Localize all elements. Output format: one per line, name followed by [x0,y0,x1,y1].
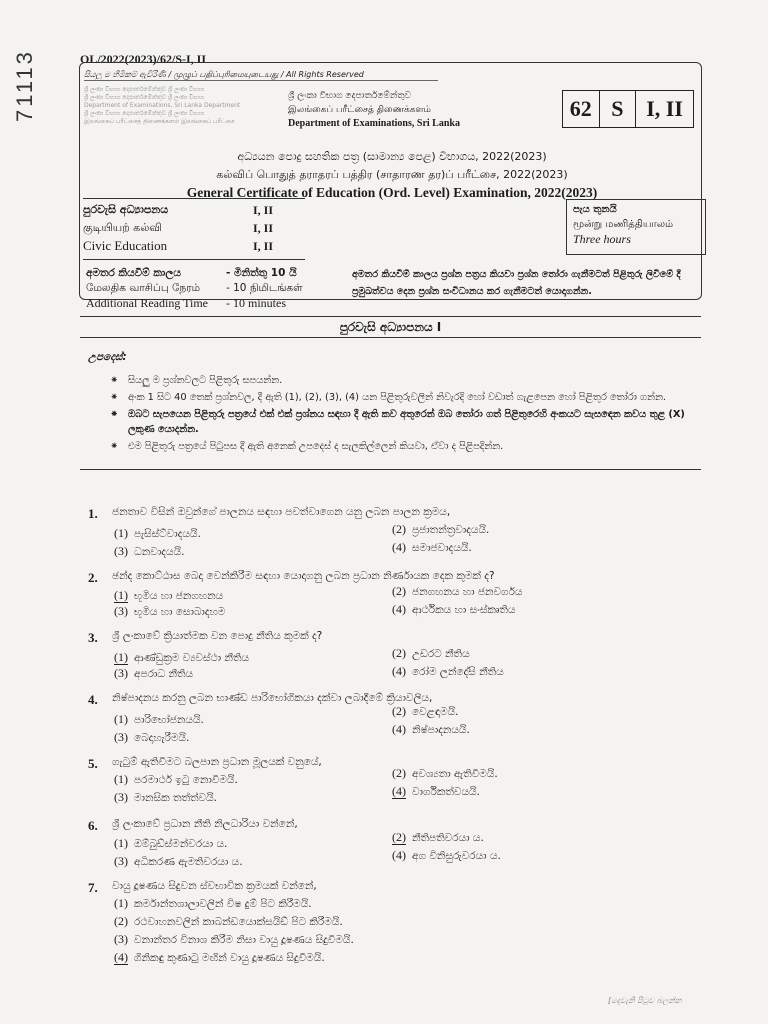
instructions-list [110,373,695,456]
asterisk-icon: ⁕ [110,392,119,403]
handwritten-index-number: 71113 [12,49,37,122]
option-2: (2) අවශ්‍යතා ඇතිවීමයි. [392,766,498,780]
question-stem: ශ්‍රී ලංකාවේ ප්‍රධාන නීති නිලධාරියා වන්නේ, [112,818,298,830]
option-2: (2) ජනගහනය හා ජනවර්ගය [392,584,523,598]
asterisk-icon: ⁕ [110,375,119,386]
question-number: 7. [88,880,98,895]
option-4: (4) ගිනිකඳු කුණාටු මඟින් වායු දූෂණය සිදුවීමයි. [114,950,325,964]
option-4: (4) ආර්ථිකය හා සංස්කෘතිය [392,602,516,616]
question-stem: නිෂ්පාදනය කරනු ලබන භාණ්ඩ පාරිභෝගිකයා දක්වා ලබාදීමේ ක්‍රියාවලිය, [112,692,433,704]
option-3: (3) භූමිය හා සොබාදහම [114,604,226,618]
question-stem: වායු දූෂණය සිදුවන ස්වභාවික ක්‍රමයක් වන්නේ, [112,880,317,892]
exam-title: අධ්‍යයන පොදු සහතික පත්‍ර (සාමාන්‍ය පෙළ) විභාගය, 2022(2023) கல்விப் பொதுத் தராதரப் பத்திர (சாதாரண தர)ப் பரீட்சை, 2022(2023) General Certificate of Education (Ord. Level) Examination, 2022(2023) [186,150,598,200]
option-2: (2) නීතිපතිවරයා ය. [392,830,484,844]
option-1: (1) භූමිය හා ජනගහනය [114,588,224,602]
asterisk-icon: ⁕ [110,409,119,420]
instructions-heading: උපදෙස්: [88,351,127,363]
option-3: (3) වනාන්තර විනාශ කිරීම නිසා වායු දූෂණය සිදුවීමයි. [114,932,354,946]
next-page-note: [දෙවැනි පිටුව බලන්න [608,996,682,1005]
option-3: (3) බෙදාහැරීමයි. [114,730,190,744]
option-1: (1) පැසිස්ට්වාදයයි. [114,526,201,540]
question-number: 4. [88,692,98,707]
subject-name-box: පුරවැසි අධ්‍යාපනය I, II குடியியற் கல்வி I, II Civic Education I, II [83,198,305,260]
option-1: (1) ආණ්ඩුක්‍රම ව්‍යවස්ථා නීතිය [114,650,250,664]
instruction-item: ⁕ එම පිළිතුරු පත්‍රයේ පිටුපස දී ඇති අනෙක් උපදෙස් ද සැලකිල්ලෙන් කියවා, ඒවා ද පිළිපදින්න. [110,441,504,452]
option-2: (2) වෙළඳාමයි. [392,704,459,718]
question-number: 5. [88,756,98,771]
section-title: පුරවැසි අධ්‍යාපනය I [80,316,701,338]
option-3: (3) අධිකරණ ඇමතිවරයා ය. [114,854,243,868]
instruction-item: ⁕ ඔබට සැපයෙන පිළිතුරු පත්‍රයේ එක් එක් ප්‍රශ්නය සඳහා දී ඇති කව අතුරෙන් ඔබ තෝරා ගත් පිළිතුරෙහි අංකයට සැසඳෙන කවය තුළ (X) ලකුණ යොදන්න. [110,409,685,435]
watermark-text: ශ්‍රී ලංකා විභාග දෙපාර්තමේන්තුව ශ්‍රී ලංකා විභාග ශ්‍රී ලංකා විභාග දෙපාර්තමේන්තුව ශ්‍රී ලංකා විභාග Department of Examinations, Sri Lanka Department ශ්‍රී ලංකා විභාග දෙපාර්තමේන්තුව ශ්‍රී ලංකා විභාග இலங்கைப் பரீட்சைத் திணைக்களம் இலங்கைப் பரீட்சை [84,86,241,125]
instructions-box [80,343,701,470]
additional-reading-time: අමතර කියවීම් කාලය - මිනිත්තු 10 යි மேலதிக வாசிப்பு நேரம் - 10 நிமிடங்கள் Additional Reading Time - 10 minutes [86,267,303,310]
department-name: ශ්‍රී ලංකා විභාග දෙපාර්තමේන්තුව இலங்கைப் பரீட்சைத் திணைக்களம் Department of Examinations, Sri Lanka [288,91,460,129]
option-1: (1) කර්මාන්තශාලාවලින් විෂ දුම් පිට කිරීමයි. [114,896,312,910]
option-2: (2) උඩරට නීතිය [392,646,470,660]
option-4: (4) රෝම ලන්දේසි නීතිය [392,664,504,678]
option-4: (4) වාර්ගිකත්වයයි. [392,784,480,798]
instruction-item: ⁕ සියලු ම ප්‍රශ්නවලට පිළිතුරු සපයන්න. [110,375,283,386]
option-3: (3) අපරාධ නීතිය [114,666,194,680]
question-number: 2. [88,570,98,585]
question-stem: ශ්‍රී ලංකාවේ ක්‍රියාත්මක වන පොදු නීතිය කුමක් ද? [112,630,323,642]
option-4: (4) නිෂ්පාදනයයි. [392,722,470,736]
option-4: (4) සමාජවාදයයි. [392,540,472,554]
subject-code-number: 62 [563,91,600,127]
option-1: (1) පරමාර්ථ ඉටු නොවීමයි. [114,772,238,786]
question-number: 6. [88,818,98,833]
question-stem: ජනතාව විසින් ඔවුන්ගේ පාලනය සඳහා පවත්වාගෙන යනු ලබන පාලන ක්‍රමය, [112,506,451,518]
subject-code-box [562,90,694,128]
reading-time-note: අමතර කියවීම් කාලය ප්‍රශ්න පත්‍රය කියවා ප්‍රශ්න තෝරා ගැනීමටත් පිළිතුරු ලිවීමේ දී ප්‍රමුඛත්වය දෙන ප්‍රශ්න සංවිධානය කර ගැනීමටත් යොදාගන්න. [352,269,681,297]
option-2: (2) ප්‍රජාතන්ත්‍රවාදයයි. [392,522,490,536]
question-number: 1. [88,506,98,521]
question-number: 3. [88,630,98,645]
option-3: (3) ධනවාදයයි. [114,544,185,558]
option-4: (4) අග විනිසුරුවරයා ය. [392,848,501,862]
question-stem: ඡන්ද කොට්ඨාස බෙදා වෙන්කිරීම සඳහා යොදාගනු ලබන ප්‍රධාන නිර්ණායක දෙක කුමක් ද? [112,570,495,582]
question-stem: ගැටුම් ඇතිවීමට බලපාන ප්‍රධාන මූලයක් වනුයේ, [112,756,322,768]
option-1: (1) පාරිභෝජනයයි. [114,712,204,726]
option-3: (3) මානසික තත්ත්වයි. [114,790,217,804]
option-2: (2) රථවාහනවලින් කාබන්ඩයොක්සයිඩ් පිට කිරීමයි. [114,914,343,928]
paper-code: OL/2022(2023)/62/S-I, II [80,52,207,66]
asterisk-icon: ⁕ [110,441,119,452]
rights-reserved-line: සියලු ම හිමිකම් ඇවිරිණි / முழுப் பதிப்புரிமையுடையது / All Rights Reserved [84,70,438,81]
subject-code-parts: I, II [646,96,683,121]
duration-box: පැය තුනයි மூன்று மணித்தியாலம் Three hours [566,199,706,255]
subject-code-letter: S [600,91,637,127]
instruction-item: ⁕ අංක 1 සිට 40 තෙක් ප්‍රශ්නවල, දී ඇති (1), (2), (3), (4) යන පිළිතුරුවලින් නිවැරදි හෝ වඩාත් ගැළපෙන හෝ පිළිතුර තෝරා ගන්න. [110,392,667,403]
option-1: (1) ඔම්බුඩ්ස්මන්වරයා ය. [114,836,228,850]
